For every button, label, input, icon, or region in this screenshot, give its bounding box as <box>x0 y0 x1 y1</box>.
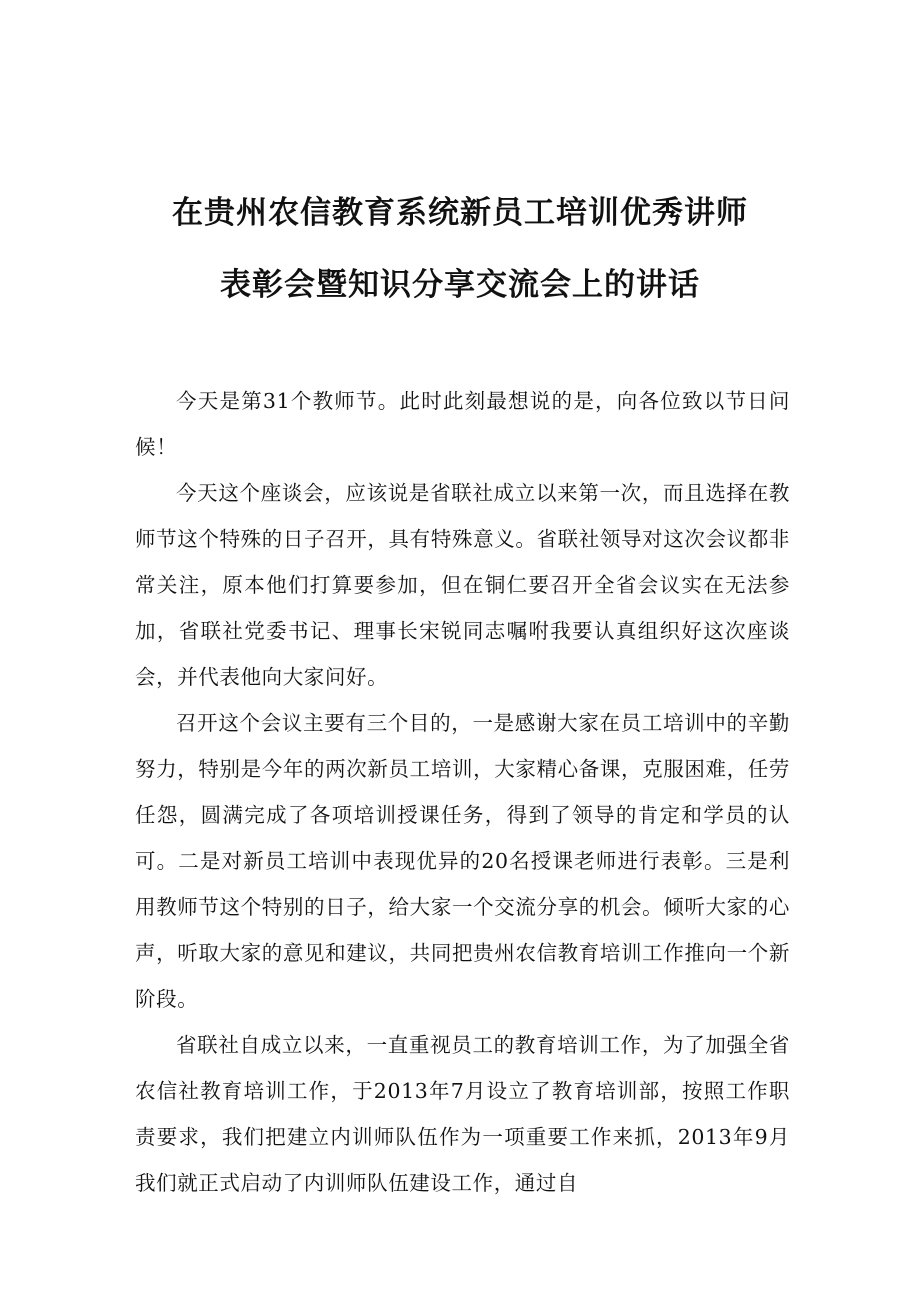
document-title-line-1: 在贵州农信教育系统新员工培训优秀讲师 <box>172 195 748 231</box>
document-title-line-2: 表彰会暨知识分享交流会上的讲话 <box>220 267 700 303</box>
paragraph-2: 今天这个座谈会，应该说是省联社成立以来第一次，而且选择在教师节这个特殊的日子召开，具有特殊意义。省联社领导对这次会议都非常关注，原本他们打算要参加，但在铜仁要召开全省会议实在无法参加，省联社党委书记、理事长宋锐同志嘱咐我要认真组织好这次座谈会，并代表他向大家问好。 <box>135 481 790 689</box>
paragraph-3: 召开这个会议主要有三个目的，一是感谢大家在员工培训中的辛勤努力，特别是今年的两次新员工培训，大家精心备课，克服困难，任劳任怨，圆满完成了各项培训授课任务，得到了领导的肯定和学员的认可。二是对新员工培训中表现优异的20名授课老师进行表彰。三是利用教师节这个特别的日子，给大家一个交流分享的机会。倾听大家的心声，听取大家的意见和建议，共同把贵州农信教育培训工作推向一个新阶段。 <box>135 711 790 1011</box>
paragraph-4: 省联社自成立以来，一直重视员工的教育培训工作，为了加强全省农信社教育培训工作，于2013年7月设立了教育培训部，按照工作职责要求，我们把建立内训师队伍作为一项重要工作来抓，2013年9月我们就正式启动了内训师队伍建设工作，通过自 <box>135 1033 790 1195</box>
document-body <box>135 378 790 1206</box>
paragraph-1: 今天是第31个教师节。此时此刻最想说的是，向各位致以节日问候！ <box>135 389 790 459</box>
